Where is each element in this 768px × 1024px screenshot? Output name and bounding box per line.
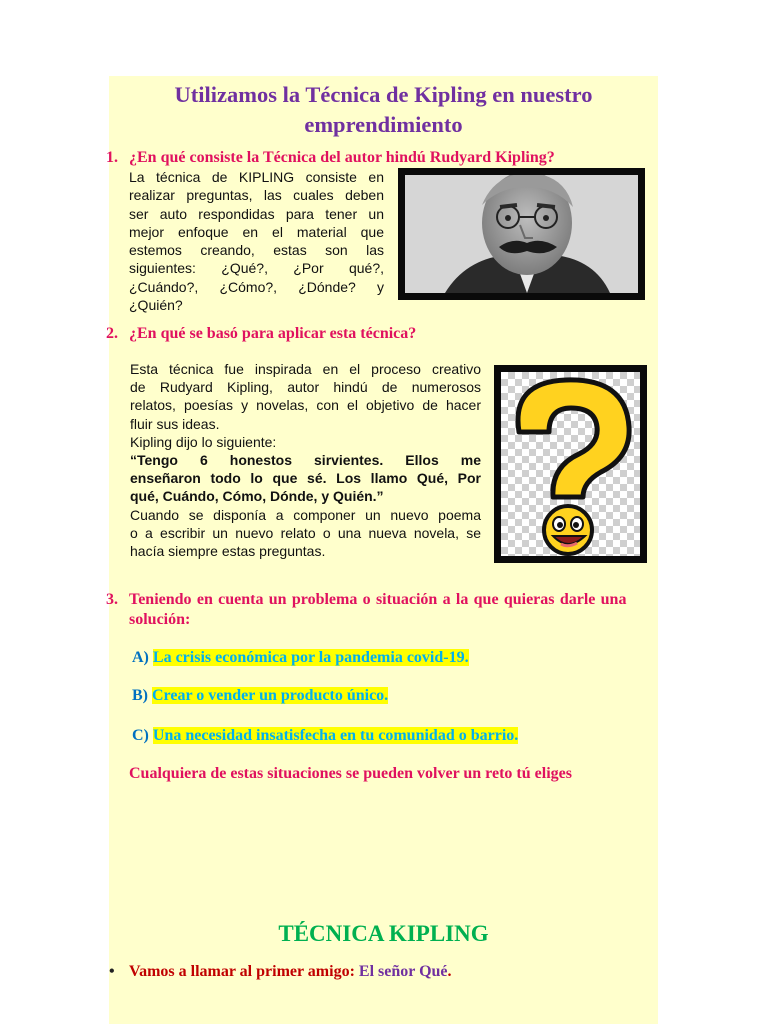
answer-2-line: Kipling dijo lo siguiente: [130,433,277,450]
bullet-period: . [447,963,452,980]
answer-2-line: o a escribir un nuevo relato o una nueva novela, se [130,524,481,541]
answer-2-line: Cuando se disponía a componer un nuevo poema [130,506,481,523]
option-b-text: Crear o vender un producto único. [152,687,389,704]
page-title [109,80,658,140]
answer-1-line: mejor enfoque en el material que [129,223,384,240]
kipling-portrait-image [405,175,638,293]
kipling-portrait [398,168,645,300]
document-page [106,76,658,1024]
option-b [132,686,388,706]
question-3-line-2: solución: [129,611,191,628]
answer-2-line: de Rudyard Kipling, autor hindú de numerosos [130,379,481,396]
answer-1-line: La técnica de KIPLING consiste en [129,169,384,185]
quote-line: enseñaron todo lo que sé. Los llamo Qué, Por [130,470,481,487]
answer-2-line: fluir sus ideas. [130,415,220,432]
answer-1-line: ¿Quién? [129,297,183,314]
answer-2-text [130,360,481,560]
answer-2-line: relatos, poesías y novelas, con el objetivo de hacer [130,397,481,414]
option-c-label: C) [132,727,149,744]
question-mark-icon [501,372,640,556]
option-a [132,648,469,668]
answer-1-line: estemos creando, estas son las [129,242,384,259]
answer-2-line: hacía siempre estas preguntas. [130,543,326,560]
bullet-highlight: El señor Qué [358,963,448,980]
option-c-text: Una necesidad insatisfecha en tu comunidad o barrio. [152,727,519,744]
question-3-line-1: Teniendo en cuenta un problema o situación a la que quieras darle una [129,591,627,608]
bullet-dot: • [109,963,115,980]
question-1: ¿En qué consiste la Técnica del autor hindú Rudyard Kipling? [129,149,555,166]
answer-1-line: ser auto respondidas para tener un [129,205,384,222]
section-title: TÉCNICA KIPLING [278,921,489,946]
title-line-2: emprendimiento [304,112,463,137]
answer-2-line: Esta técnica fue inspirada en el proceso creativo [130,361,481,377]
question-2: ¿En qué se basó para aplicar esta técnica? [129,325,417,342]
question-1-number: 1. [106,149,118,166]
closing-statement: Cualquiera de estas situaciones se pueden volver un reto tú eliges [129,765,572,782]
bullet-text: Vamos a llamar al primer amigo: [129,963,359,980]
answer-1-line: siguientes: ¿Qué?, ¿Por qué?, [129,260,384,277]
question-mark-image [494,365,647,563]
question-3-number: 3. [106,591,118,608]
title-line-1: Utilizamos la Técnica de Kipling en nuestro [174,82,593,107]
option-a-text: La crisis económica por la pandemia covid-19. [152,649,469,666]
answer-1-line: realizar preguntas, las cuales deben [129,187,384,204]
question-2-number: 2. [106,325,118,342]
option-c [132,726,518,746]
quote-line: qué, Cuándo, Cómo, Dónde, y Quién.” [130,488,384,505]
answer-1-text [129,168,384,314]
option-a-label: A) [132,649,149,666]
option-b-label: B) [132,687,148,704]
answer-1-line: ¿Cuándo?, ¿Cómo?, ¿Dónde? y [129,278,384,295]
quote-line: “Tengo 6 honestos sirvientes. Ellos me [130,452,481,469]
bullet-item [109,962,452,982]
